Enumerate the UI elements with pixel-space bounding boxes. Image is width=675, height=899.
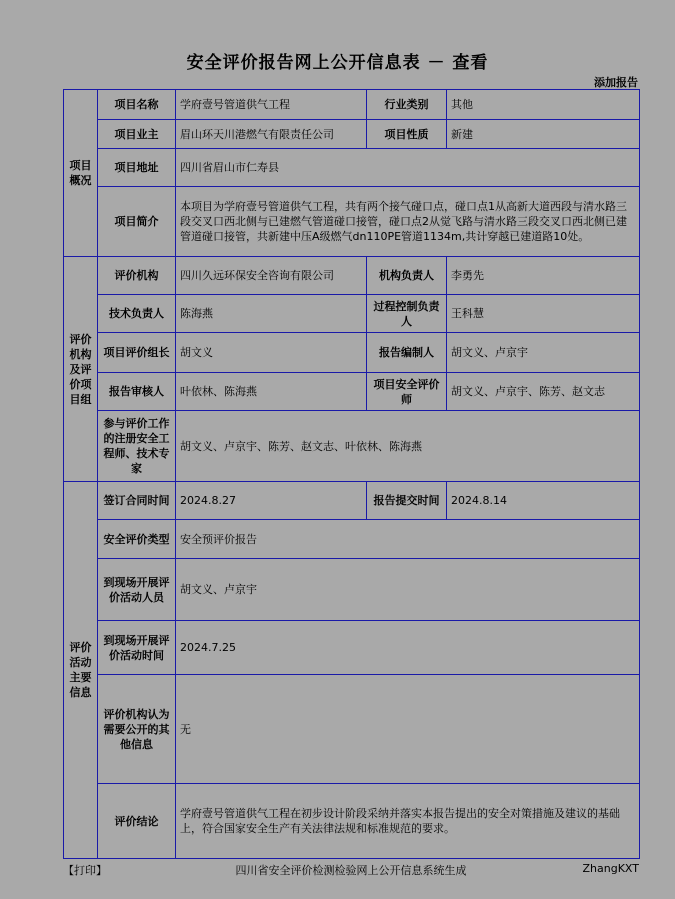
table-row: [64, 373, 640, 411]
report-writer-label: 报告编制人: [367, 333, 447, 373]
print-link[interactable]: 【打印】: [63, 864, 107, 877]
experts-value: 胡文义、卢京宇、陈芳、赵文志、叶依林、陈海燕: [176, 411, 640, 482]
table-row: [64, 482, 640, 520]
table-row: [64, 295, 640, 333]
process-head-label: 过程控制负责人: [367, 295, 447, 333]
author-text: ZhangKXT: [582, 862, 639, 875]
conclusion-value: 学府壹号管道供气工程在初步设计阶段采纳并落实本报告提出的安全对策措施及建议的基础上，符合国家安全生产有关法律法规和标准规范的要求。: [176, 784, 640, 859]
agency-head-value: 李勇先: [447, 257, 640, 295]
safety-assessor-value: 胡文义、卢京宇、陈芳、赵文志: [447, 373, 640, 411]
onsite-time-value: 2024.7.25: [176, 621, 640, 675]
team-leader-value: 胡文义: [176, 333, 367, 373]
info-table: [63, 89, 640, 859]
group-agency: 评价机构及评价项目组: [64, 257, 98, 482]
project-name-value: 学府壹号管道供气工程: [176, 90, 367, 120]
group-activity: 评价活动主要信息: [64, 482, 98, 859]
safety-assessor-label: 项目安全评价师: [367, 373, 447, 411]
project-intro-label: 项目简介: [98, 187, 176, 257]
generated-by-text: 四川省安全评价检测检验网上公开信息系统生成: [235, 864, 467, 877]
team-leader-label: 项目评价组长: [98, 333, 176, 373]
submit-date-label: 报告提交时间: [367, 482, 447, 520]
table-row: [64, 149, 640, 187]
table-row: [64, 520, 640, 559]
onsite-people-label: 到现场开展评价活动人员: [98, 559, 176, 621]
table-row: [64, 675, 640, 784]
contract-date-label: 签订合同时间: [98, 482, 176, 520]
project-address-value: 四川省眉山市仁寿县: [176, 149, 640, 187]
report-reviewer-label: 报告审核人: [98, 373, 176, 411]
table-row: [64, 120, 640, 149]
page-title: 安全评价报告网上公开信息表 － 查看: [186, 53, 489, 73]
industry-label: 行业类别: [367, 90, 447, 120]
add-report-link[interactable]: 添加报告: [594, 76, 638, 89]
process-head-value: 王科慧: [447, 295, 640, 333]
onsite-people-value: 胡文义、卢京宇: [176, 559, 640, 621]
project-owner-value: 眉山环天川港燃气有限责任公司: [176, 120, 367, 149]
project-nature-label: 项目性质: [367, 120, 447, 149]
other-info-label: 评价机构认为需要公开的其他信息: [98, 675, 176, 784]
contract-date-value: 2024.8.27: [176, 482, 367, 520]
assessment-type-label: 安全评价类型: [98, 520, 176, 559]
report-reviewer-value: 叶依林、陈海燕: [176, 373, 367, 411]
report-writer-value: 胡文义、卢京宇: [447, 333, 640, 373]
project-intro-value: 本项目为学府壹号管道供气工程，共有两个接气碰口点，碰口点1从高新大道西段与清水路三段交叉口西北侧与已建燃气管道碰口接管，碰口点2从觉飞路与清水路三段交叉口西北侧已建管道碰口接管，共新建中压A级燃气dn110PE管道1134m,共计穿越已建道路10处。: [176, 187, 640, 257]
agency-org-label: 评价机构: [98, 257, 176, 295]
table-row: [64, 621, 640, 675]
project-owner-label: 项目业主: [98, 120, 176, 149]
table-row: [64, 411, 640, 482]
agency-head-label: 机构负责人: [367, 257, 447, 295]
tech-head-value: 陈海燕: [176, 295, 367, 333]
project-address-label: 项目地址: [98, 149, 176, 187]
table-row: [64, 187, 640, 257]
table-row: [64, 257, 640, 295]
group-project-overview: 项目概况: [64, 90, 98, 257]
table-row: [64, 90, 640, 120]
table-row: [64, 784, 640, 859]
project-name-label: 项目名称: [98, 90, 176, 120]
footer: [63, 862, 639, 878]
experts-label: 参与评价工作的注册安全工程师、技术专家: [98, 411, 176, 482]
other-info-value: 无: [176, 675, 640, 784]
project-nature-value: 新建: [447, 120, 640, 149]
tech-head-label: 技术负责人: [98, 295, 176, 333]
assessment-type-value: 安全预评价报告: [176, 520, 640, 559]
conclusion-label: 评价结论: [98, 784, 176, 859]
table-row: [64, 333, 640, 373]
agency-org-value: 四川久远环保安全咨询有限公司: [176, 257, 367, 295]
submit-date-value: 2024.8.14: [447, 482, 640, 520]
table-row: [64, 559, 640, 621]
onsite-time-label: 到现场开展评价活动时间: [98, 621, 176, 675]
industry-value: 其他: [447, 90, 640, 120]
